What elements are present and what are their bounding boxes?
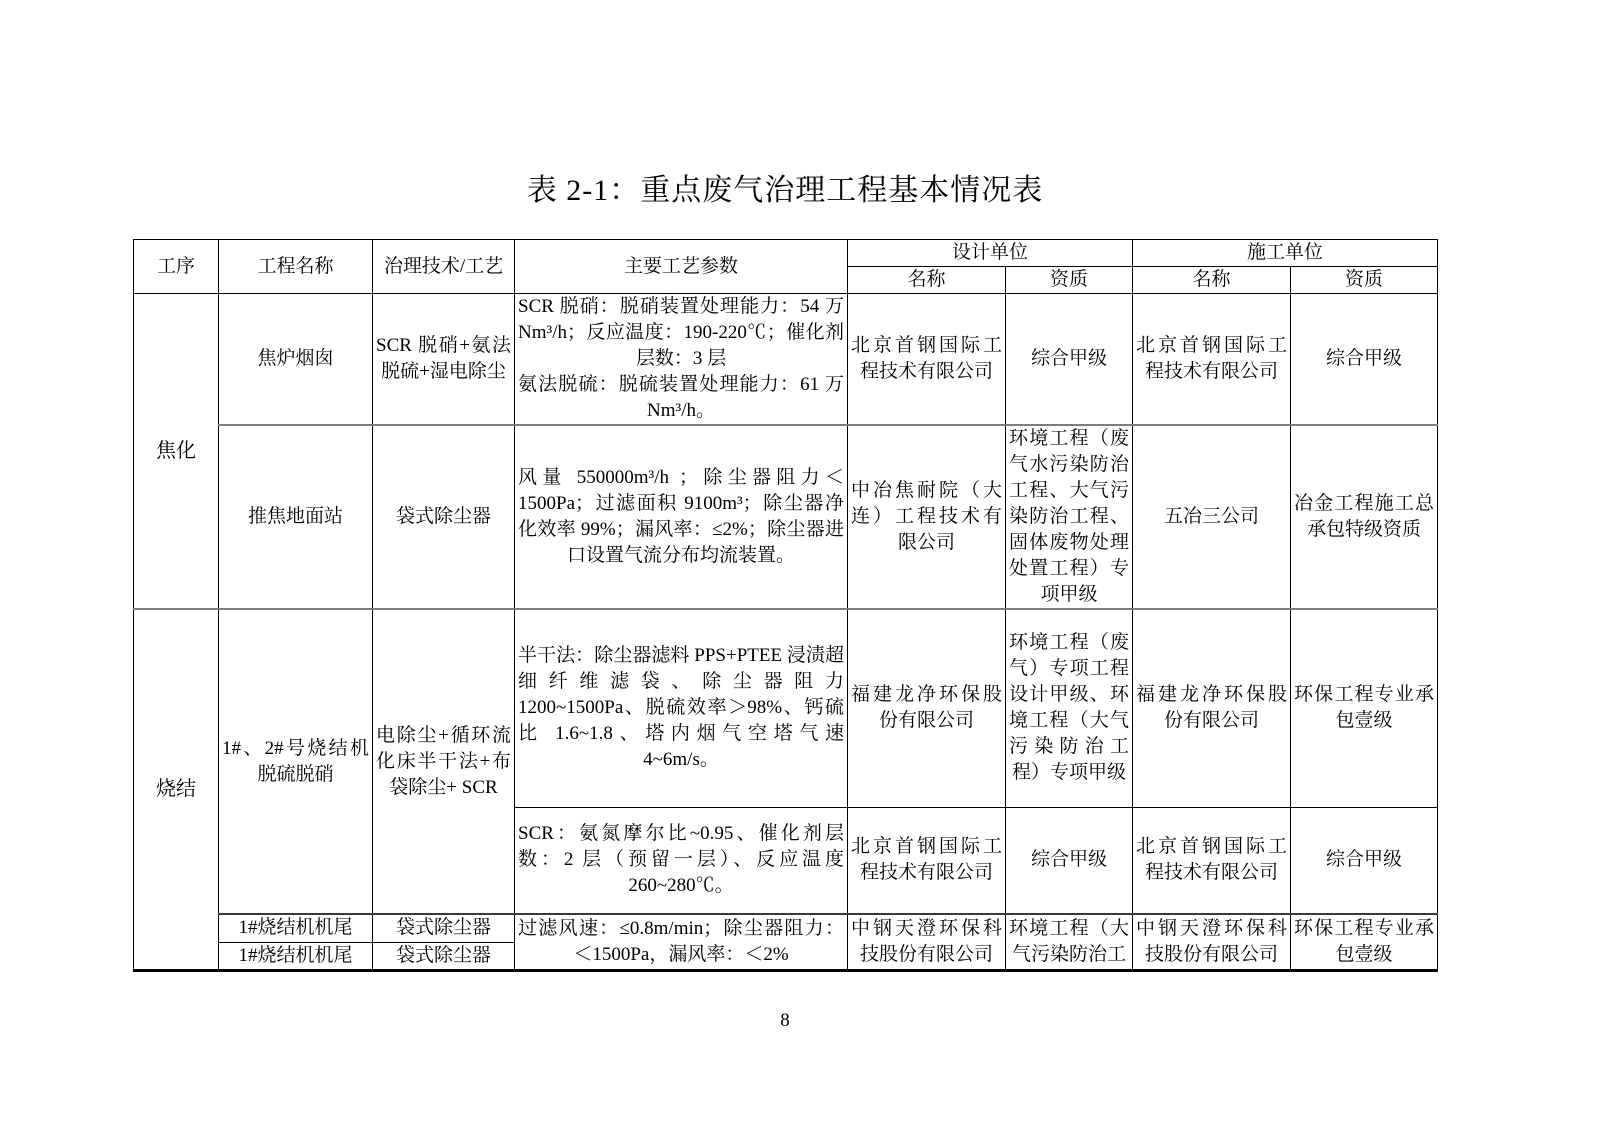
cell-technology: SCR 脱硝+氨法脱硫+湿电除尘 [373, 294, 515, 426]
cell-design-qualification: 综合甲级 [1006, 807, 1133, 914]
cell-technology: 电除尘+循环流化床半干法+布袋除尘+ SCR [373, 609, 515, 914]
params-paragraph: SCR 脱硝：脱硝装置处理能力：54 万 Nm³/h；反应温度：190-220℃；催化剂层数：3 层 [518, 296, 844, 369]
cell-design-name: 中冶焦耐院（大连）工程技术有限公司 [848, 425, 1006, 609]
table-row-sinter-semi-dry [134, 609, 1438, 807]
cell-construction-name: 中钢天澄环保科技股份有限公司 [1133, 914, 1291, 970]
header-construction-name: 名称 [1133, 267, 1291, 294]
cell-design-name: 北京首钢国际工程技术有限公司 [848, 807, 1006, 914]
header-construction-unit: 施工单位 [1133, 240, 1438, 267]
cell-project-name: 焦炉烟囱 [219, 294, 373, 426]
table-row-sinter-tail-1 [134, 914, 1438, 942]
cell-project-name: 1#、2#号烧结机脱硫脱硝 [219, 609, 373, 914]
header-design-unit: 设计单位 [848, 240, 1133, 267]
header-project-name: 工程名称 [219, 240, 373, 294]
cell-design-name: 中钢天澄环保科技股份有限公司 [848, 914, 1006, 970]
cell-construction-name: 北京首钢国际工程技术有限公司 [1133, 807, 1291, 914]
cell-design-qualification: 环境工程（废气）专项工程设计甲级、环境工程（大气污染防治工程）专项甲级 [1006, 609, 1133, 807]
cell-construction-qualification: 综合甲级 [1291, 807, 1438, 914]
section-cell-coking: 焦化 [134, 294, 219, 610]
cell-technology: 袋式除尘器 [373, 942, 515, 970]
cell-parameters: 风量 550000m³/h ；除尘器阻力＜1500Pa；过滤面积 9100m³；除尘器净化效率 99%；漏风率：≤2%；除尘器进口设置气流分布均流装置。 [515, 425, 848, 609]
cell-design-qualification: 环境工程（废气水污染防治工程、大气污染防治工程、固体废物处理处置工程）专项甲级 [1006, 425, 1133, 609]
header-parameters: 主要工艺参数 [515, 240, 848, 294]
cell-parameters: SCR：氨氮摩尔比~0.95、催化剂层数：2 层（预留一层）、反应温度 260~280℃。 [515, 807, 848, 914]
cell-design-name: 福建龙净环保股份有限公司 [848, 609, 1006, 807]
cell-construction-name: 北京首钢国际工程技术有限公司 [1133, 294, 1291, 426]
cell-project-name: 1#烧结机机尾 [219, 914, 373, 942]
params-paragraph: 氨法脱硫：脱硫装置处理能力：61 万 Nm³/h。 [518, 374, 844, 421]
cell-construction-name: 福建龙净环保股份有限公司 [1133, 609, 1291, 807]
cell-design-qualification: 综合甲级 [1006, 294, 1133, 426]
waste-gas-projects-table [133, 239, 1438, 972]
cell-construction-qualification: 环保工程专业承包壹级 [1291, 609, 1438, 807]
page-title: 表 2-1：重点废气治理工程基本情况表 [526, 174, 1044, 207]
table-row-coke-pushing-station [134, 425, 1438, 609]
cell-construction-qualification: 环保工程专业承包壹级 [1291, 914, 1438, 970]
header-design-qualification: 资质 [1006, 267, 1133, 294]
section-cell-sintering: 烧结 [134, 609, 219, 970]
cell-parameters [515, 294, 848, 426]
cell-construction-qualification: 综合甲级 [1291, 294, 1438, 426]
cell-technology: 袋式除尘器 [373, 425, 515, 609]
cell-technology: 袋式除尘器 [373, 914, 515, 942]
header-construction-qualification: 资质 [1291, 267, 1438, 294]
cell-project-name: 1#烧结机机尾 [219, 942, 373, 970]
header-technology: 治理技术/工艺 [373, 240, 515, 294]
cell-design-qualification: 环境工程（大气污染防治工 [1006, 914, 1133, 970]
header-design-name: 名称 [848, 267, 1006, 294]
cell-construction-name: 五冶三公司 [1133, 425, 1291, 609]
cell-design-name: 北京首钢国际工程技术有限公司 [848, 294, 1006, 426]
table-header-row-1 [134, 240, 1438, 267]
table-row-coke-oven-chimney [134, 294, 1438, 426]
page-number: 8 [780, 1010, 790, 1031]
cell-parameters: 过滤风速：≤0.8m/min；除尘器阻力：＜1500Pa，漏风率：＜2% [515, 914, 848, 970]
cell-project-name: 推焦地面站 [219, 425, 373, 609]
header-process: 工序 [134, 240, 219, 294]
cell-parameters: 半干法：除尘器滤料 PPS+PTEE 浸渍超细纤维滤袋、除尘器阻力 1200~1500Pa、脱硫效率＞98%、钙硫比 1.6~1.8、塔内烟气空塔气速 4~6m/s。 [515, 609, 848, 807]
cell-construction-qualification: 冶金工程施工总承包特级资质 [1291, 425, 1438, 609]
